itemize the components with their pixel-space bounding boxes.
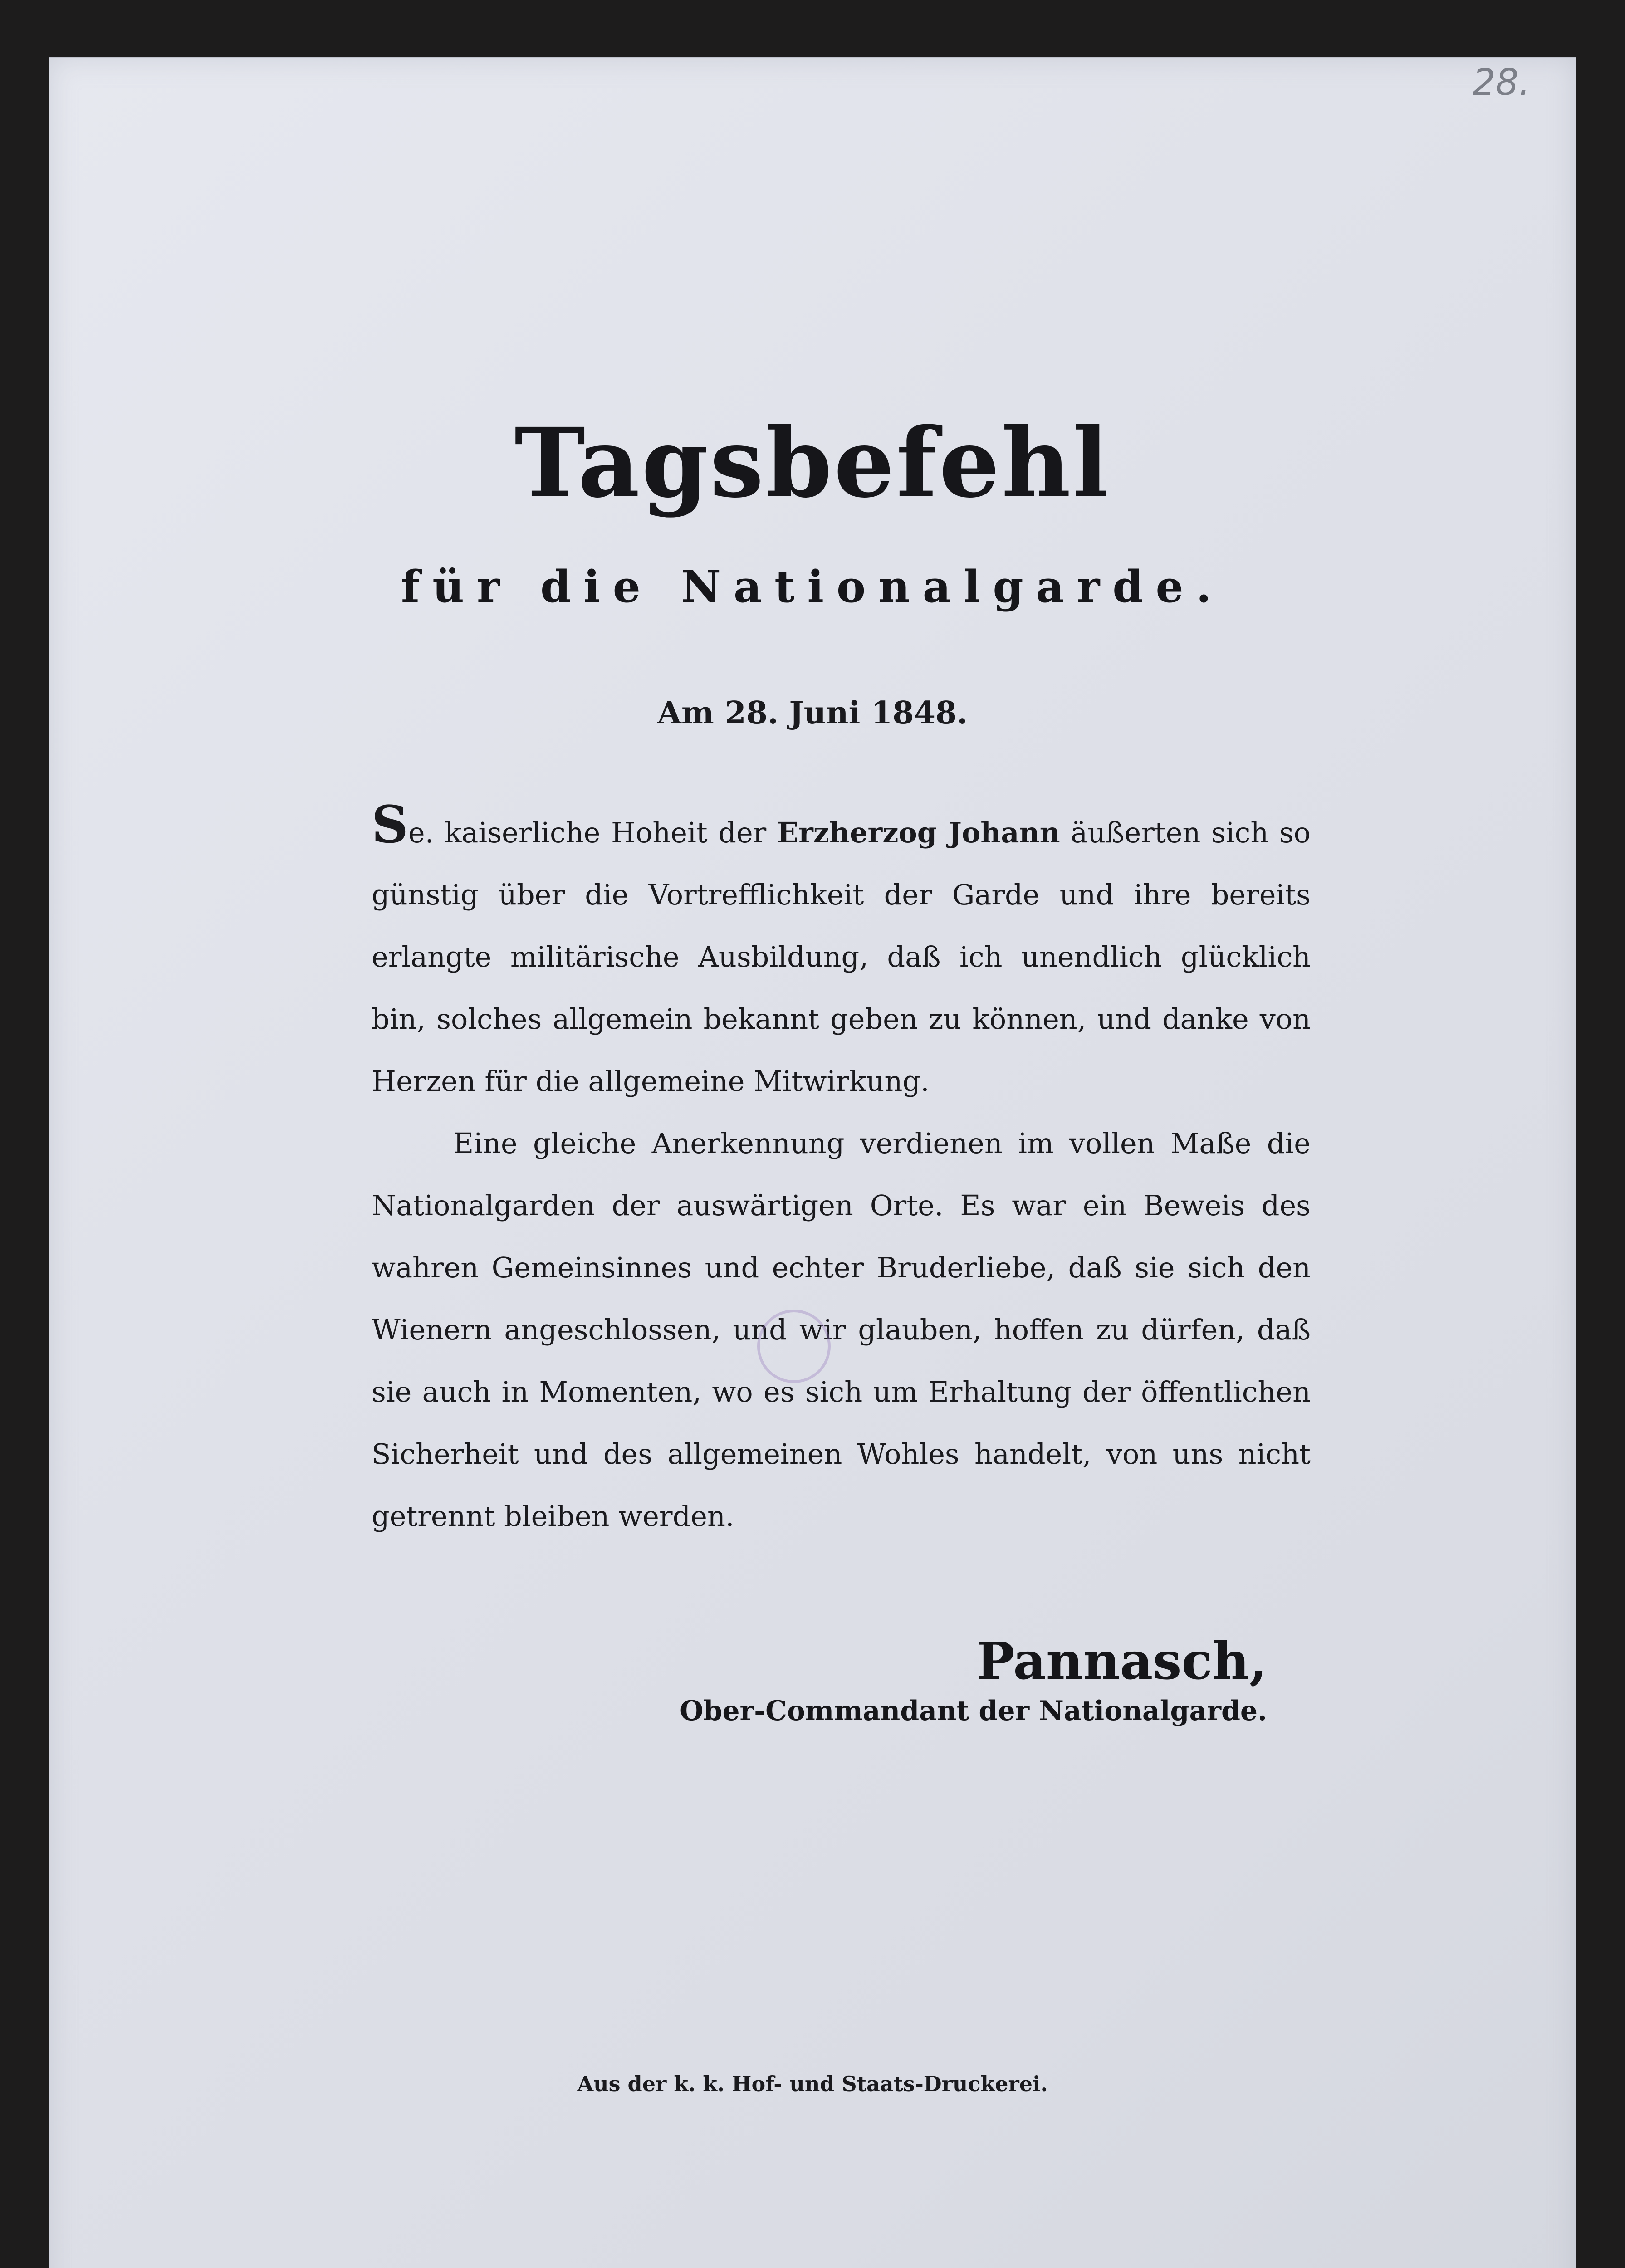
printer-imprint: Aus der k. k. Hof- und Staats-Druckerei. [577,2072,1048,2096]
paragraph-1-emphasis: Erzherzog Johann [777,816,1060,849]
signature-title: Ober-Commandant der Nationalgarde. [680,1695,1267,1727]
paragraph-2: Eine gleiche Anerkennung verdienen im vollen Maße die Nationalgarden der auswärtigen Orte. Es war ein Beweis des wahren Gemeinsinnes und echter Bruderliebe, daß sie sich den Wienern angeschlossen, und wir glauben, hoffen zu dürfen, daß sie auch in Momenten, wo es sich um Erhaltung der öffentlichen Sicherheit und des allgemeinen Wohles handelt, von uns nicht getrennt bleiben werden. [372,1127,1311,1533]
drop-cap: S [372,795,408,855]
document-page [49,57,1576,2268]
paragraph-1-intro: e. kaiserliche Hoheit der [408,816,777,849]
paragraph-1 [372,795,1311,1112]
signature-name: Pannasch, [976,1632,1267,1691]
page-number-note: 28. [1472,61,1530,103]
subtitle: für die Nationalgarde. [401,561,1224,612]
library-stamp [757,1310,831,1383]
page-title: Tagsbefehl [514,407,1111,519]
paragraph-1-rest: äußerten sich so günstig über die Vortrefflichkeit der Garde und ihre bereits erlangte militärische Ausbildung, daß ich unendlich glücklich bin, solches allgemein bekannt geben zu können, und danke von Herzen für die allgemeine Mitwirkung. [372,816,1311,1098]
body-text [372,795,1311,1547]
date-line: Am 28. Juni 1848. [657,695,968,731]
